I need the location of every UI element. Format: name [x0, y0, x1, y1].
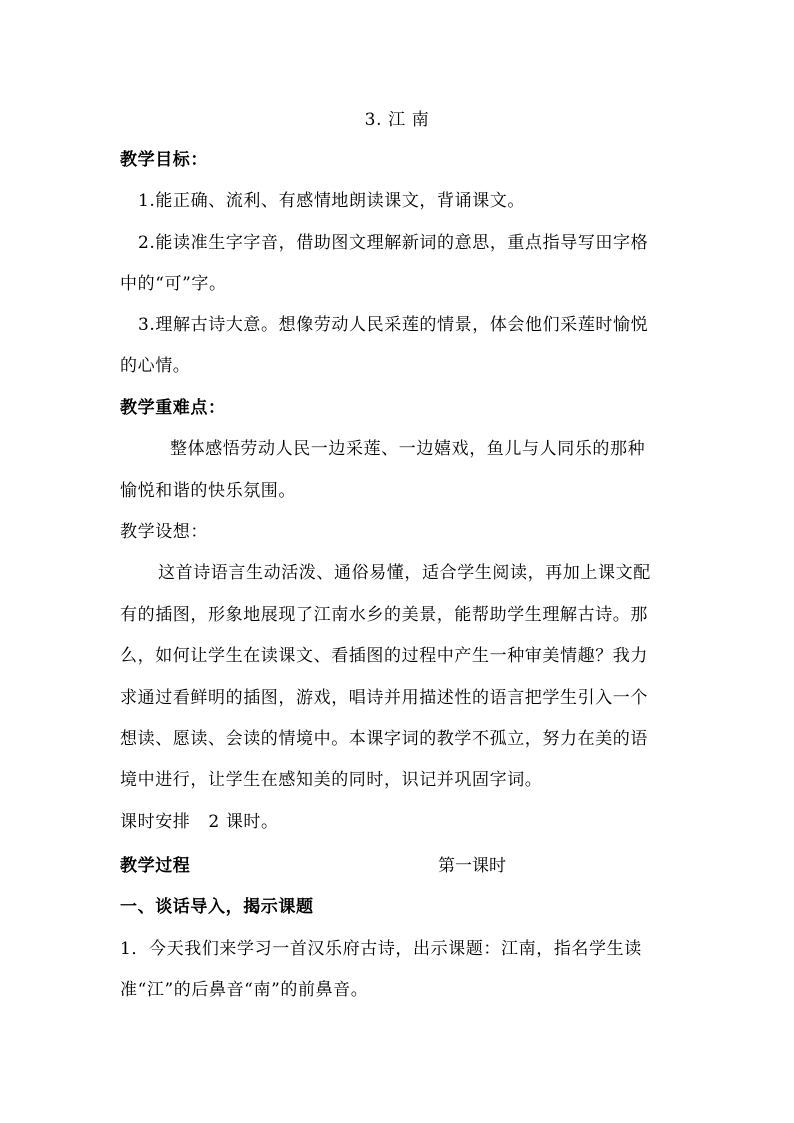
key-points-line-1: 整体感悟劳动人民一边采莲、一边嬉戏，鱼儿与人同乐的那种 [170, 439, 646, 459]
design-heading: 教学设想： [120, 522, 208, 542]
process-heading: 教学过程 [120, 856, 191, 876]
goal-3-line-1: 3.理解古诗大意。想像劳动人民采莲的情景，体会他们采莲时愉悦 [138, 315, 649, 335]
goal-1: 1.能正确、流利、有感情地朗读课文，背诵课文。 [138, 191, 526, 211]
step-1-line-1: 1．今天我们来学习一首汉乐府古诗，出示课题：江南，指名学生读 [120, 939, 642, 959]
design-line-4: 求通过看鲜明的插图，游戏，唱诗并用描述性的语言把学生引入一个 [120, 688, 648, 708]
lesson-title: 3. 江 南 [364, 110, 430, 130]
design-line-5: 想读、愿读、会读的情境中。本课字词的教学不孤立，努力在美的语 [120, 729, 648, 749]
key-points-line-2: 愉悦和谐的快乐氛围。 [120, 481, 296, 501]
design-line-6: 境中进行，让学生在感知美的同时，识记并巩固字词。 [120, 770, 543, 790]
design-line-3: 么，如何让学生在读课文、看插图的过程中产生一种审美情趣？我力 [120, 646, 648, 666]
lesson-label: 第一课时 [438, 856, 506, 876]
goal-2-line-2: 中的“可”字。 [120, 274, 227, 294]
schedule: 课时安排 2 课时。 [120, 812, 279, 832]
goal-2-line-1: 2.能读准生字字音，借助图文理解新词的意思，重点指导写田字格 [138, 233, 649, 253]
design-line-2: 有的插图，形象地展现了江南水乡的美景，能帮助学生理解古诗。那 [120, 605, 648, 625]
design-line-1: 这首诗语言生动活泼、通俗易懂，适合学生阅读，再加上课文配 [158, 563, 651, 583]
key-points-heading: 教学重难点： [120, 398, 226, 418]
goals-heading: 教学目标： [120, 150, 208, 170]
section-1-heading: 一、谈话导入，揭示课题 [120, 897, 314, 917]
goal-3-line-2: 的心情。 [120, 356, 191, 376]
step-1-line-2: 准“江”的后鼻音“南”的前鼻音。 [120, 980, 369, 1000]
